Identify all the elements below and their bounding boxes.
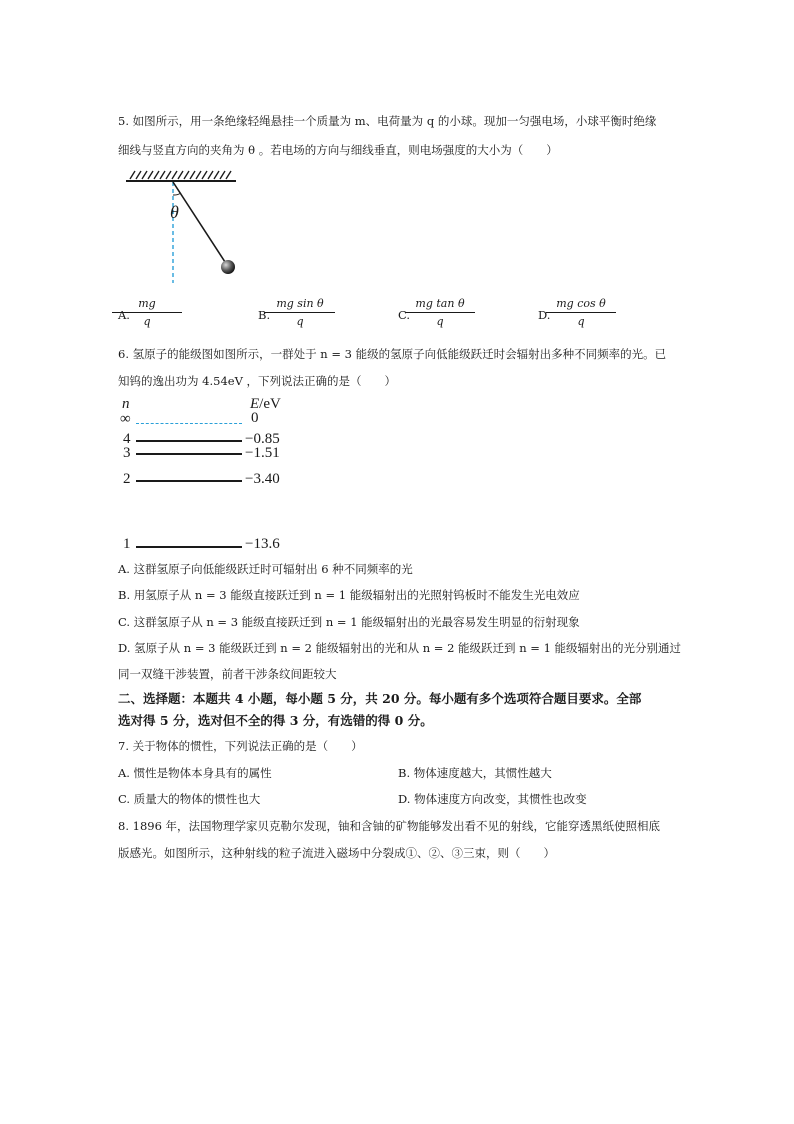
q5-stem-line-2: 细线与竖直方向的夹角为 θ 。若电场的方向与细线垂直，则电场强度的大小为（ ） [118,143,558,157]
q5-option-a-fraction: $\frac{mg}{q}$ [112,297,182,328]
q6-option-b: B. 用氢原子从 n = 3 能级直接跃迁到 n = 1 能级辐射出的光照射钨板时不能发生光电效应 [118,588,580,602]
charged-ball [221,260,235,274]
level-energy-3: −1.51 [245,445,280,461]
level-line-2 [136,480,242,482]
q5-option-c-fraction: $\frac{\text{mg tan θ}}{q}$ [405,297,475,328]
level-energy-2: −3.40 [245,471,280,487]
q6-stem-line-2: 知钨的逸出功为 4.54eV ，下列说法正确的是（ ） [118,374,397,388]
level-n-2: 2 [123,471,131,487]
level-n-1: 1 [123,536,131,552]
q8-stem-line-2: 版感光。如图所示，这种射线的粒子流进入磁场中分裂成①、②、③三束，则（ ） [118,846,555,860]
q5-option-b-fraction: $\frac{\text{mg sin θ}}{q}$ [265,297,335,328]
level-line-4 [136,440,242,442]
q6-option-d-continued: 同一双缝干涉装置，前者干涉条纹间距较大 [118,667,337,681]
q7-option-a: A. 惯性是物体本身具有的属性 [118,766,272,780]
level-energy-1: −13.6 [245,536,280,552]
q7-stem: 7. 关于物体的惯性，下列说法正确的是（ ） [118,739,363,753]
level-line-infinity [136,423,242,424]
level-line-1 [136,546,242,548]
energy-axis-header: E/eV [250,396,281,412]
level-energy-infinity: 0 [251,410,259,426]
q5-stem-line-1: 5. 如图所示，用一条绝缘轻绳悬挂一个质量为 m、电荷量为 q 的小球。现加一匀强电场，小球平衡时绝缘 [118,114,657,128]
q7-option-b: B. 物体速度越大，其惯性越大 [398,766,552,780]
q6-option-a: A. 这群氢原子向低能级跃迁时可辐射出 6 种不同频率的光 [118,562,413,576]
q7-option-c: C. 质量大的物体的惯性也大 [118,792,261,806]
q6-option-d: D. 氢原子从 n = 3 能级跃迁到 n = 2 能级辐射出的光和从 n = 2 能级跃迁到 n = 1 能级辐射出的光分别通过 [118,641,682,655]
q5-option-b-letter: B. [258,308,271,322]
level-line-3 [136,453,242,455]
string [173,182,227,265]
section-2-header-line-2: 选对得 5 分，选对但不全的得 3 分，有选错的得 0 分。 [118,713,433,728]
theta-label: θ [170,202,179,222]
q5-option-d-fraction: $\frac{\text{mg cos θ}}{q}$ [546,297,616,328]
pendulum-figure [120,165,250,290]
q5-option-a-letter: A. [118,308,130,322]
q5-option-d-letter: D. [538,308,551,322]
q7-option-d: D. 物体速度方向改变，其惯性也改变 [398,792,587,806]
level-energy-4: −0.85 [245,431,280,447]
q5-option-c-letter: C. [398,308,411,322]
level-n-3: 3 [123,445,131,461]
q8-stem-line-1: 8. 1896 年，法国物理学家贝克勒尔发现，铀和含铀的矿物能够发出看不见的射线，它能穿透黑纸使照相底 [118,819,661,833]
n-axis-header: n [122,396,130,412]
q6-option-c: C. 这群氢原子从 n = 3 能级直接跃迁到 n = 1 能级辐射出的光最容易发生明显的衍射现象 [118,615,580,629]
section-2-header-line-1: 二、选择题：本题共 4 小题，每小题 5 分，共 20 分。每小题有多个选项符合题目要求。全部 [118,691,642,706]
level-n-4: 4 [123,431,131,447]
level-n-infinity: ∞ [120,411,131,427]
q6-stem-line-1: 6. 氢原子的能级图如图所示，一群处于 n = 3 能级的氢原子向低能级跃迁时会辐射出多种不同频率的光。已 [118,347,667,361]
